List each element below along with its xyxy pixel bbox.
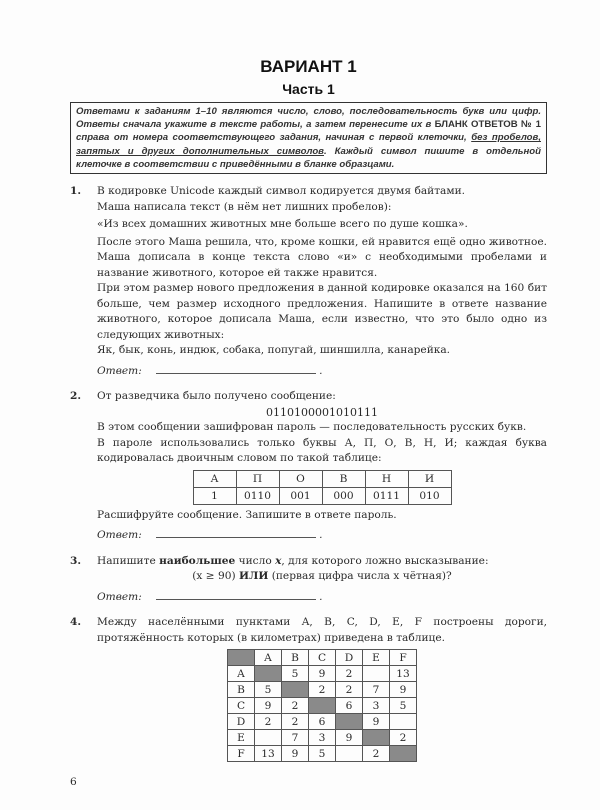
text: число bbox=[235, 554, 276, 567]
cell: 6 bbox=[336, 698, 363, 714]
answer-field-2[interactable]: Ответ: . bbox=[97, 529, 323, 542]
cell: О bbox=[279, 470, 322, 487]
task-4-text: Между населёнными пунктами A, B, C, D, E, F построены дороги, протяжённость которых (в километрах) приведена в таблице. bbox=[97, 616, 547, 644]
cell: E bbox=[228, 730, 255, 746]
cell: 7 bbox=[363, 682, 390, 698]
cell: 2 bbox=[282, 698, 309, 714]
table-row bbox=[228, 682, 417, 698]
page-number: 6 bbox=[70, 776, 77, 789]
header-cell: B bbox=[282, 650, 309, 666]
or-keyword: ИЛИ bbox=[238, 570, 269, 583]
task-1 bbox=[70, 184, 547, 379]
cell: 6 bbox=[309, 714, 336, 730]
cell: И bbox=[408, 470, 451, 487]
task-1-line: После этого Маша решила, что, кроме кошки, ей нравится ещё одно животное. Маша дописала в конце текста слово «и» с необходимыми пробелами и название животного, которое ей также нравится. bbox=[97, 235, 547, 279]
text: Напишите bbox=[97, 554, 160, 567]
cell: F bbox=[228, 746, 255, 762]
corner-cell bbox=[228, 650, 255, 666]
task-4 bbox=[70, 615, 547, 765]
cell: 5 bbox=[309, 746, 336, 762]
text: (x ≥ 90) bbox=[192, 570, 239, 583]
cell: 010 bbox=[408, 487, 451, 504]
task-1-line: При этом размер нового предложения в данной кодировке оказался на 160 бит больше, чем размер исходного предложения. Напишите в ответе название животного, которое дописала Маша, если известно, что это было одно из следующих животных: bbox=[97, 282, 547, 341]
task-3-expression bbox=[97, 569, 547, 585]
cell: 9 bbox=[255, 698, 282, 714]
task-number: 4. bbox=[70, 616, 82, 629]
task-3-text bbox=[97, 554, 547, 570]
cell: 001 bbox=[279, 487, 322, 504]
cell: D bbox=[228, 714, 255, 730]
variant-title: ВАРИАНТ 1 bbox=[260, 57, 357, 76]
cell: В bbox=[322, 470, 365, 487]
task-2-code: 0110100001010111 bbox=[266, 405, 378, 419]
instr-text: Ответами к заданиям 1–10 являются число, слово, последовательность букв или цифр. Ответы сначала укажите в тексте работы, а затем перенесите их в bbox=[76, 106, 541, 131]
cell bbox=[390, 714, 417, 730]
instr-underlined: без пробелов, запятых и других дополнительных символов bbox=[76, 132, 541, 157]
cell: Н bbox=[365, 470, 408, 487]
cell: 9 bbox=[309, 666, 336, 682]
cell: 9 bbox=[390, 682, 417, 698]
cell: 7 bbox=[282, 730, 309, 746]
table-row bbox=[228, 746, 417, 762]
cell: 2 bbox=[336, 682, 363, 698]
cell: 3 bbox=[309, 730, 336, 746]
cell: 2 bbox=[390, 730, 417, 746]
instr-text: . Каждый символ пишите в отдельной клеточке в соответствии с приведёнными в бланке образцами. bbox=[76, 145, 541, 170]
task-number: 1. bbox=[70, 185, 82, 198]
header-cell: F bbox=[390, 650, 417, 666]
cell bbox=[363, 730, 390, 746]
cell bbox=[255, 666, 282, 682]
cell: 3 bbox=[363, 698, 390, 714]
table-row bbox=[228, 698, 417, 714]
cell: 2 bbox=[336, 666, 363, 682]
header-cell: A bbox=[255, 650, 282, 666]
cell: 5 bbox=[255, 682, 282, 698]
cell: 2 bbox=[255, 714, 282, 730]
instr-bold: БЛАНК ОТВЕТОВ № 1 bbox=[434, 119, 541, 131]
cell: 9 bbox=[282, 746, 309, 762]
answer-field-1[interactable]: Ответ: . bbox=[97, 364, 323, 377]
cell bbox=[255, 730, 282, 746]
cell: 0110 bbox=[236, 487, 279, 504]
task-3 bbox=[70, 554, 547, 606]
task-2-after: Расшифруйте сообщение. Запишите в ответе пароль. bbox=[97, 508, 397, 521]
cell: 000 bbox=[322, 487, 365, 504]
cell: 2 bbox=[309, 682, 336, 698]
table-row bbox=[228, 730, 417, 746]
text: , для которого ложно высказывание: bbox=[281, 554, 489, 567]
cell: B bbox=[228, 682, 255, 698]
task-2 bbox=[70, 389, 547, 544]
task-2-line: В этом сообщении зашифрован пароль — последовательность русских букв. bbox=[97, 421, 527, 434]
bold-text: наибольшее bbox=[159, 554, 236, 567]
cell: 2 bbox=[282, 714, 309, 730]
header-cell: E bbox=[363, 650, 390, 666]
cell bbox=[363, 666, 390, 682]
task-2-line: В пароле использовались только буквы А, П, О, В, Н, И; каждая буква кодировалась двоичным словом по такой таблице: bbox=[97, 436, 547, 465]
instructions-box bbox=[70, 102, 547, 174]
cell: 13 bbox=[255, 746, 282, 762]
cell: A bbox=[228, 666, 255, 682]
text: (первая цифра числа x чётная)? bbox=[268, 570, 452, 583]
task-2-intro: От разведчика было получено сообщение: bbox=[97, 390, 336, 403]
distance-table bbox=[227, 649, 417, 762]
part-title: Часть 1 bbox=[282, 81, 335, 97]
cell: 13 bbox=[390, 666, 417, 682]
header-cell: D bbox=[336, 650, 363, 666]
instr-text: справа от номера соответствующего задания, начиная с первой клеточки, bbox=[76, 132, 472, 144]
answer-label: Ответ: bbox=[97, 364, 142, 377]
task-1-line: Маша написала текст (в нём нет лишних пробелов): bbox=[97, 200, 392, 213]
header-cell: C bbox=[309, 650, 336, 666]
cell: П bbox=[236, 470, 279, 487]
cell: 5 bbox=[282, 666, 309, 682]
answer-label: Ответ: bbox=[97, 529, 142, 542]
table-row bbox=[228, 666, 417, 682]
cell: 9 bbox=[363, 714, 390, 730]
code-table bbox=[193, 470, 452, 505]
cell: 1 bbox=[193, 487, 236, 504]
cell: А bbox=[193, 470, 236, 487]
task-1-line: В кодировке Unicode каждый символ кодируется двумя байтами. bbox=[97, 185, 466, 198]
cell: 9 bbox=[336, 730, 363, 746]
cell bbox=[390, 746, 417, 762]
table-row bbox=[228, 714, 417, 730]
cell: C bbox=[228, 698, 255, 714]
cell bbox=[336, 746, 363, 762]
cell: 5 bbox=[390, 698, 417, 714]
cell: 2 bbox=[363, 746, 390, 762]
cell bbox=[309, 698, 336, 714]
cell bbox=[282, 682, 309, 698]
answer-field-3[interactable]: Ответ: . bbox=[97, 590, 323, 603]
var-x: x bbox=[275, 554, 282, 567]
task-number: 3. bbox=[70, 554, 82, 567]
task-1-quote: «Из всех домашних животных мне больше всего по душе кошка». bbox=[97, 218, 468, 231]
cell bbox=[336, 714, 363, 730]
cell: 0111 bbox=[365, 487, 408, 504]
task-number: 2. bbox=[70, 390, 82, 403]
answer-label: Ответ: bbox=[97, 590, 142, 603]
task-1-animals: Як, бык, конь, индюк, собака, попугай, шиншилла, канарейка. bbox=[97, 344, 451, 357]
